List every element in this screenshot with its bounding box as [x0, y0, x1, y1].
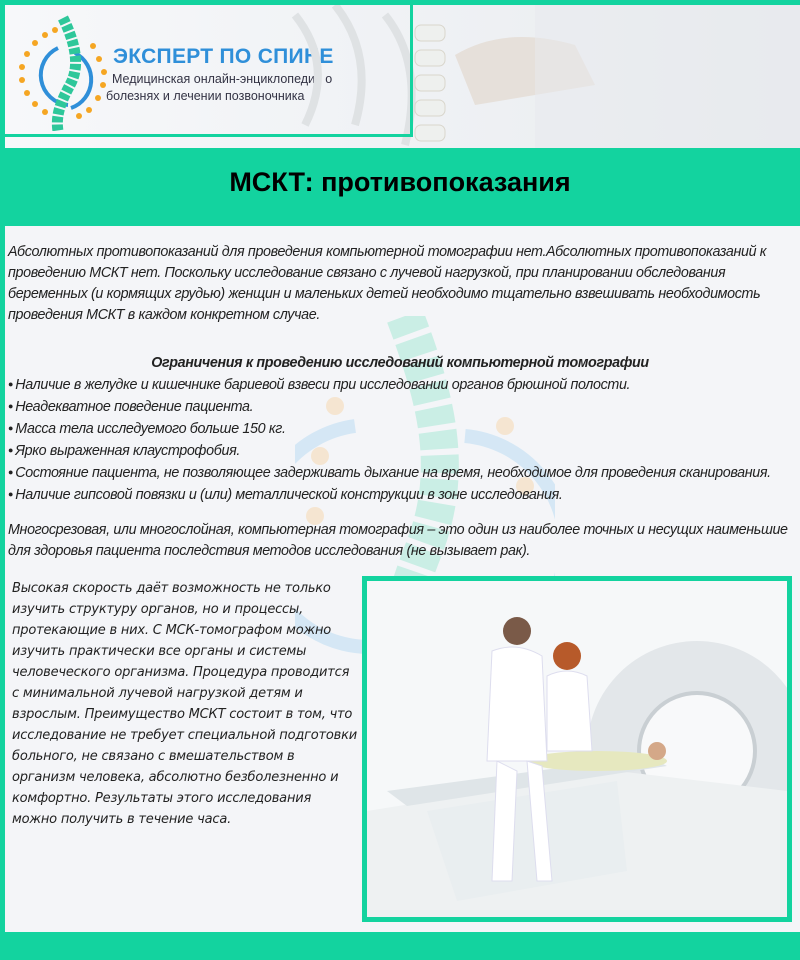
list-item: ● Ярко выраженная клаустрофобия.: [8, 440, 798, 462]
tagline-line-1: Медицинская онлайн-энциклопедия о: [112, 72, 333, 86]
restrictions-list: [8, 374, 798, 506]
restrictions-heading: Ограничения к проведению исследований компьютерной томографии: [151, 355, 649, 371]
speed-paragraph: Высокая скорость даёт возможность не только изучить структуру органов, но и процессы, протекающие в них. С МСК-томографом можно изучить практически все органы и системы человеческого организма. Процедура проводится с минимальной лучевой нагрузкой детям и взрослым. Преимущество МСКТ состоит в том, что исследование не требует специальной подготовки больного, не связано с вмешательством в организм человека, абсолютно безболезненно и комфортно. Результаты этого исследования можно получить в течение часа.: [12, 581, 357, 827]
list-item: ● Неадекватное поведение пациента.: [8, 396, 798, 418]
list-item: ● Масса тела исследуемого больше 150 кг.: [8, 418, 798, 440]
intro-paragraph: Абсолютных противопоказаний для проведения компьютерной томографии нет.Абсолютных противопоказаний к проведению МСКТ нет. Поскольку исследование связано с лучевой нагрузкой, при планировании обследования беременных (и кормящих грудью) женщин и маленьких детей необходимо тщательно взвешивать необходимость проведения МСКТ в каждом конкретном случае.: [8, 244, 767, 323]
list-item: ● Наличие гипсовой повязки и (или) металлической конструкции в зоне исследования.: [8, 484, 798, 506]
brand-name: ЭКСПЕРТ ПО СПИНЕ: [113, 45, 334, 68]
list-item: ● Состояние пациента, не позволяющее задерживать дыхание на время, необходимое для проведения сканирования.: [8, 462, 798, 484]
list-item: ● Наличие в желудке и кишечнике бариевой взвеси при исследовании органов брюшной полости.: [8, 374, 798, 396]
header-banner: [5, 5, 800, 148]
title-band: [0, 148, 800, 230]
header-divider-vertical: [410, 5, 413, 137]
spine-skeleton-image: [275, 5, 800, 148]
page-title: МСКТ: противопоказания: [229, 166, 571, 197]
ct-scanner-photo: [362, 576, 792, 922]
header-divider: [5, 134, 410, 137]
summary-paragraph: Многосрезовая, или многослойная, компьютерная томография – это один из наиболее точных и несущих наименьшие для здоровья пациента последствия методов исследования (не вызывает рак).: [8, 522, 788, 559]
spine-logo-icon: [13, 13, 108, 131]
tagline-line-2: болезнях и лечении позвоночника: [106, 89, 305, 103]
